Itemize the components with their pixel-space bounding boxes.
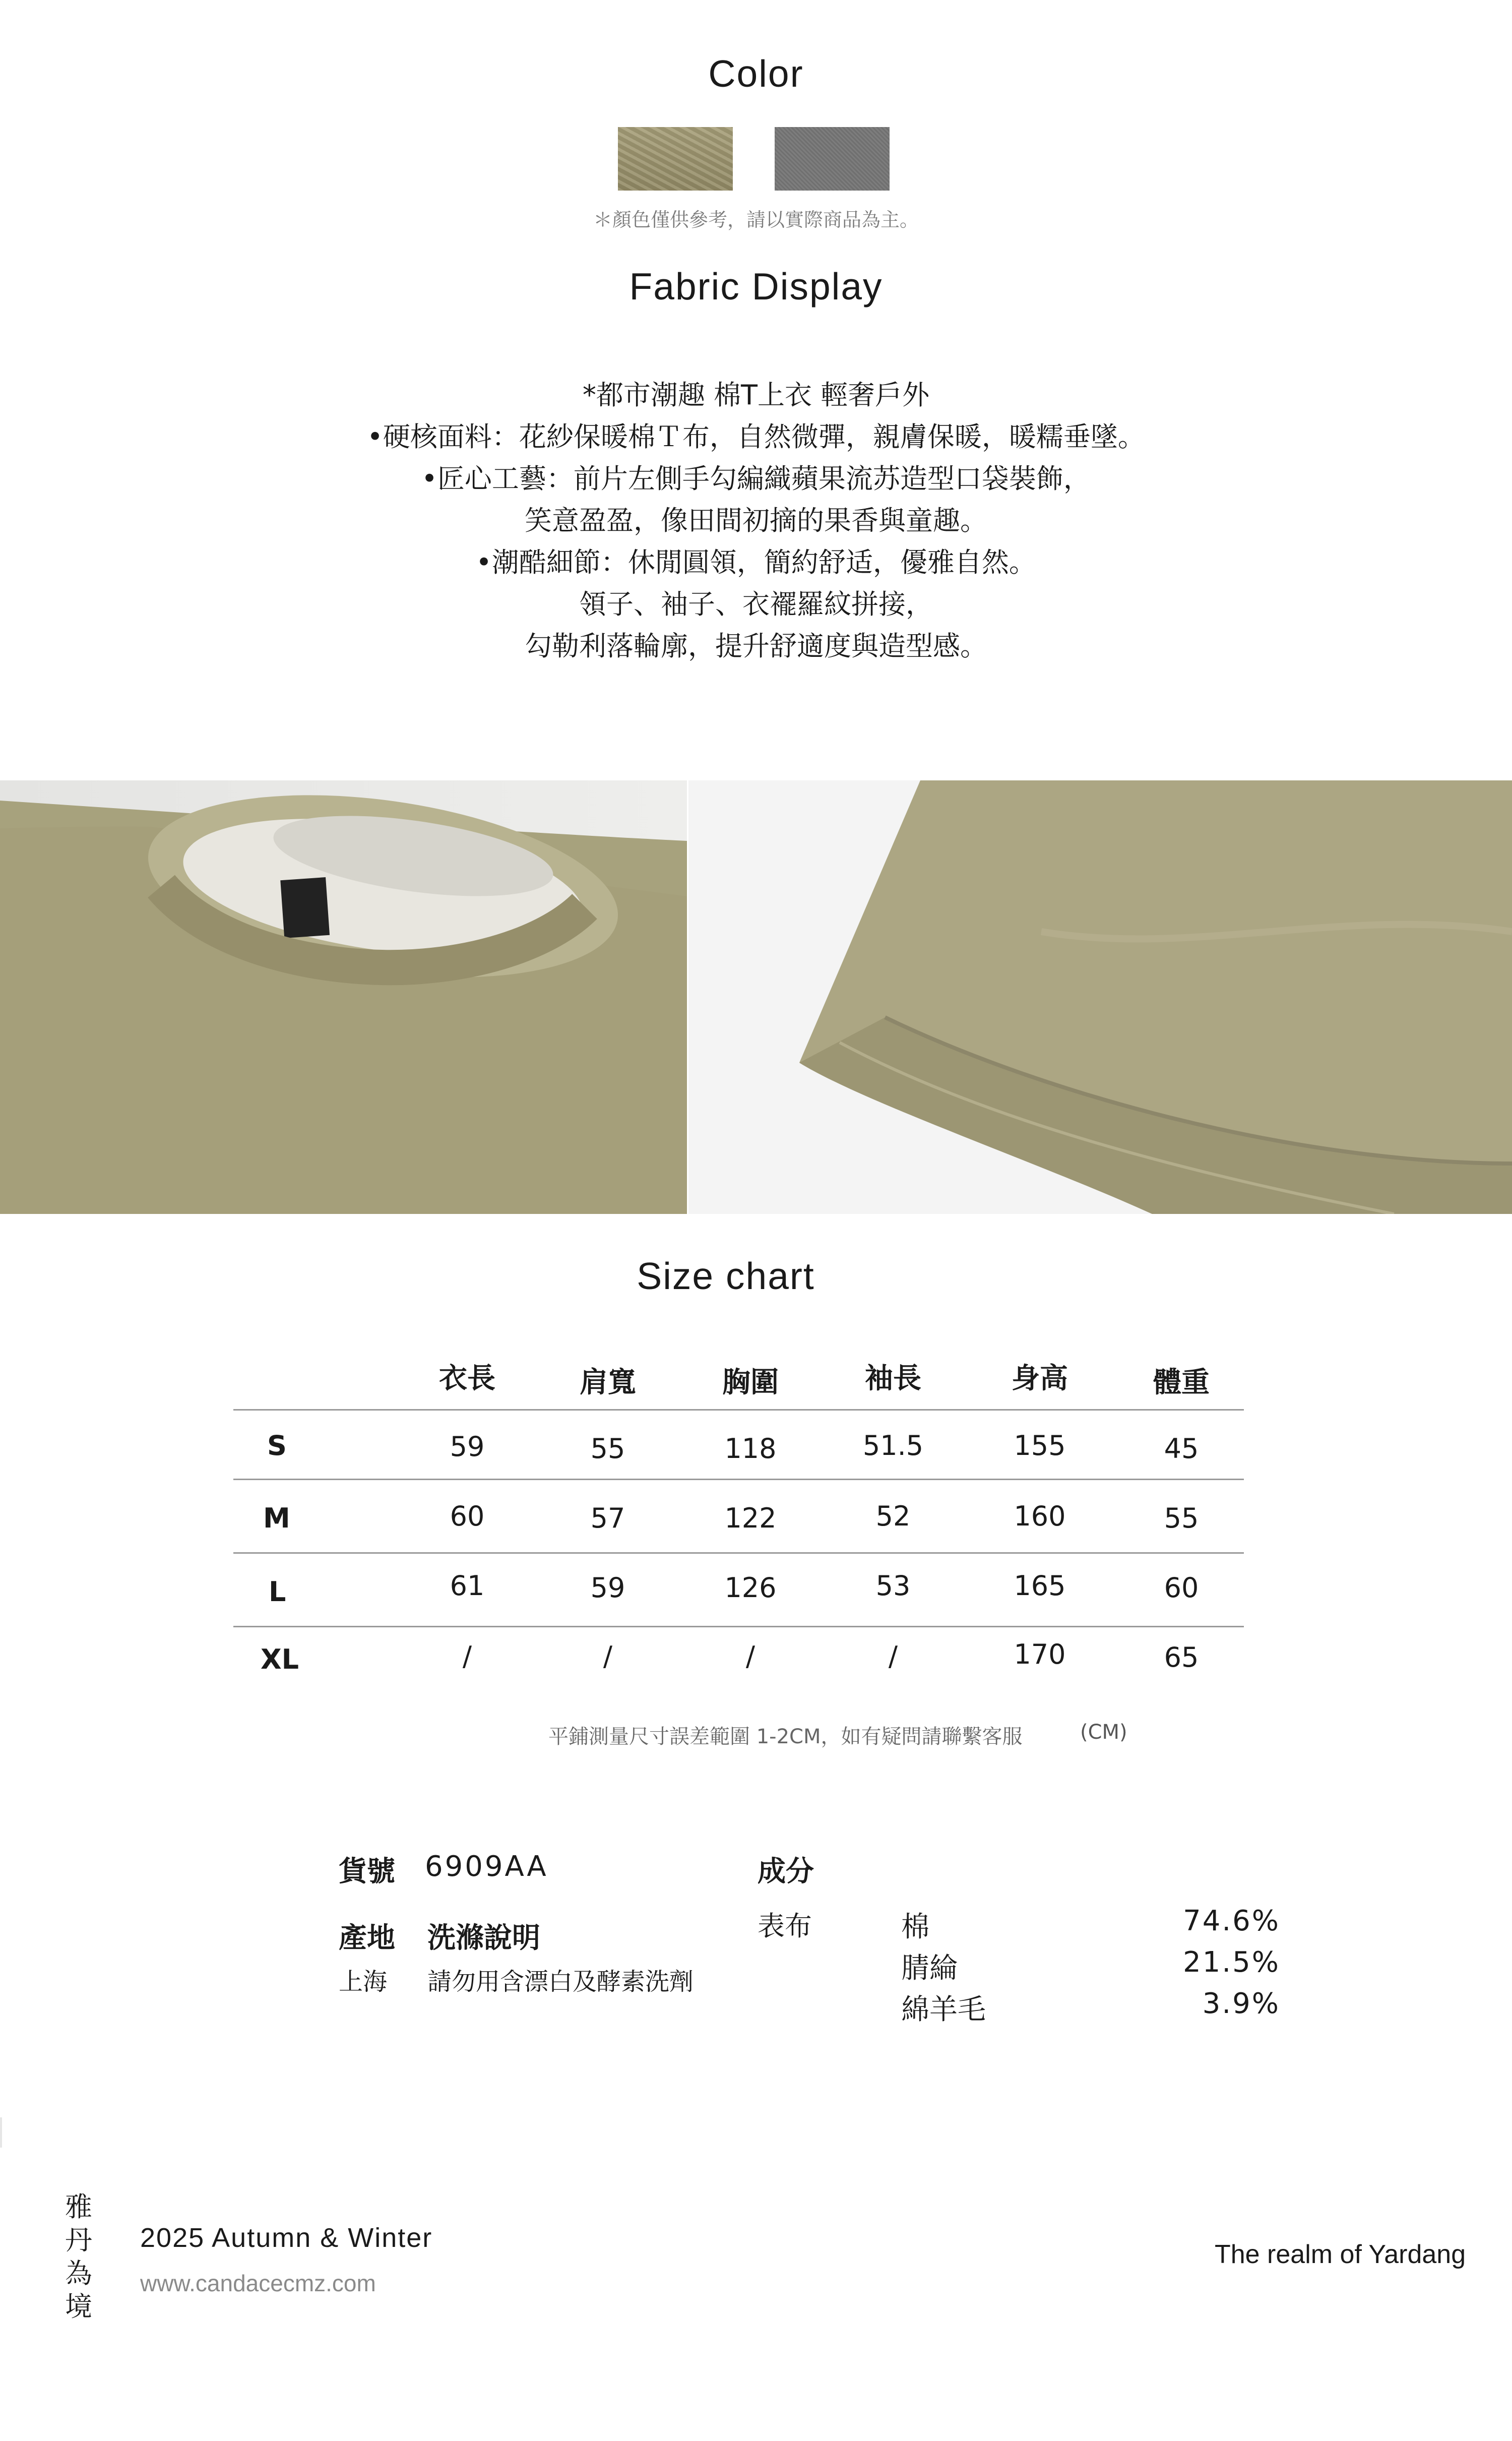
size-chart-title: Size chart: [637, 1255, 815, 1297]
table-cell: 53: [875, 1570, 911, 1602]
fabric-line: •潮酷細節：休閒圓領，簡約舒适，優雅自然。: [476, 546, 1036, 578]
fabric-description: [0, 374, 1512, 667]
size-chart-unit: (CM): [1080, 1721, 1127, 1744]
header-length: 衣長: [439, 1362, 495, 1395]
material-name: 棉: [901, 1911, 929, 1943]
size-label: L: [269, 1576, 286, 1608]
material-percent: 3.9%: [1202, 1987, 1280, 2020]
header-weight: 體重: [1153, 1366, 1210, 1399]
divider: [233, 1552, 1244, 1554]
divider: [233, 1626, 1244, 1627]
table-cell: 126: [724, 1572, 777, 1604]
table-cell: 118: [724, 1433, 777, 1464]
brand-char: 丹: [65, 2224, 92, 2256]
fabric-line: 勾勒利落輪廓，提升舒適度與造型感。: [525, 630, 987, 662]
header-chest: 胸圍: [722, 1366, 779, 1399]
table-cell: 65: [1164, 1641, 1199, 1673]
size-label: S: [267, 1430, 287, 1461]
divider: [233, 1409, 1244, 1411]
table-cell: 60: [1164, 1572, 1199, 1604]
grey-color-swatch[interactable]: [775, 127, 890, 191]
table-cell: /: [888, 1640, 898, 1672]
wash-label: 洗滌說明: [427, 1922, 540, 1955]
fabric-line: *都市潮趣 棉T上衣 輕奢戶外: [582, 379, 930, 411]
website-link[interactable]: www.candacecmz.com: [140, 2270, 376, 2296]
season-label: 2025 Autumn & Winter: [140, 2223, 433, 2253]
origin-label: 產地: [339, 1922, 395, 1955]
color-note: ＊顏色僅供參考，請以實際商品為主。: [593, 209, 919, 231]
brand-char: 雅: [65, 2191, 92, 2223]
fabric-line: •匠心工藝：前片左側手勾編織蘋果流苏造型口袋裝飾，: [421, 463, 1091, 495]
table-cell: 155: [1014, 1430, 1066, 1461]
table-cell: /: [745, 1640, 755, 1672]
table-cell: 122: [724, 1502, 777, 1534]
size-label: XL: [261, 1643, 299, 1675]
edge-mark: [0, 2117, 2, 2148]
brand-tagline: The realm of Yardang: [1215, 2240, 1466, 2269]
collar-detail-photo: [0, 780, 687, 1214]
material-name: 腈綸: [901, 1952, 958, 1985]
size-chart-note: 平鋪測量尺寸誤差範圍 1-2CM，如有疑問請聯繫客服: [548, 1725, 1023, 1748]
fabric-line: 笑意盈盈，像田間初摘的果香與童趣。: [525, 505, 987, 536]
material-name: 綿羊毛: [901, 1993, 986, 2026]
table-cell: /: [603, 1640, 613, 1672]
table-cell: 59: [450, 1431, 485, 1462]
material-percent: 21.5%: [1183, 1946, 1280, 1979]
table-cell: 60: [450, 1500, 485, 1532]
origin-value: 上海: [339, 1968, 388, 1996]
table-cell: 52: [875, 1500, 911, 1532]
table-cell: 51.5: [862, 1430, 924, 1461]
item-number-label: 貨號: [339, 1855, 395, 1888]
table-cell: 61: [450, 1570, 485, 1602]
table-cell: 165: [1014, 1570, 1066, 1602]
table-cell: 45: [1164, 1433, 1199, 1464]
brand-char: 境: [65, 2291, 92, 2323]
header-shoulder: 肩寬: [580, 1366, 636, 1399]
fabric-label: 表布: [758, 1910, 812, 1942]
cuff-detail-photo: [688, 780, 1512, 1214]
table-cell: 170: [1014, 1638, 1066, 1670]
material-percent: 74.6%: [1183, 1905, 1280, 1937]
table-cell: 59: [590, 1572, 625, 1604]
brand-char: 為: [65, 2257, 92, 2289]
table-cell: 55: [1164, 1502, 1199, 1534]
brand-vertical-logo: [64, 2190, 94, 2324]
color-title: Color: [708, 52, 804, 95]
divider: [233, 1479, 1244, 1480]
olive-color-swatch[interactable]: [618, 127, 733, 191]
cuff-illustration: [688, 780, 1512, 1214]
fabric-line: •硬核面料：花紗保暖棉Ｔ布，自然微彈，親膚保暖，暖糯垂墜。: [367, 421, 1145, 453]
wash-instructions: 請勿用含漂白及酵素洗劑: [427, 1968, 694, 1996]
size-label: M: [263, 1502, 290, 1534]
table-cell: 160: [1014, 1500, 1066, 1532]
fabric-line: 領子、袖子、衣襬羅紋拼接，: [579, 588, 933, 620]
composition-label: 成分: [758, 1855, 814, 1888]
collar-illustration: [0, 780, 687, 1214]
header-sleeve: 袖長: [865, 1362, 921, 1395]
header-height: 身高: [1012, 1362, 1068, 1395]
table-cell: 57: [590, 1502, 625, 1534]
item-number: 6909AA: [425, 1850, 548, 1883]
fabric-title: Fabric Display: [629, 265, 883, 308]
table-cell: /: [462, 1640, 472, 1672]
table-cell: 55: [590, 1433, 625, 1464]
